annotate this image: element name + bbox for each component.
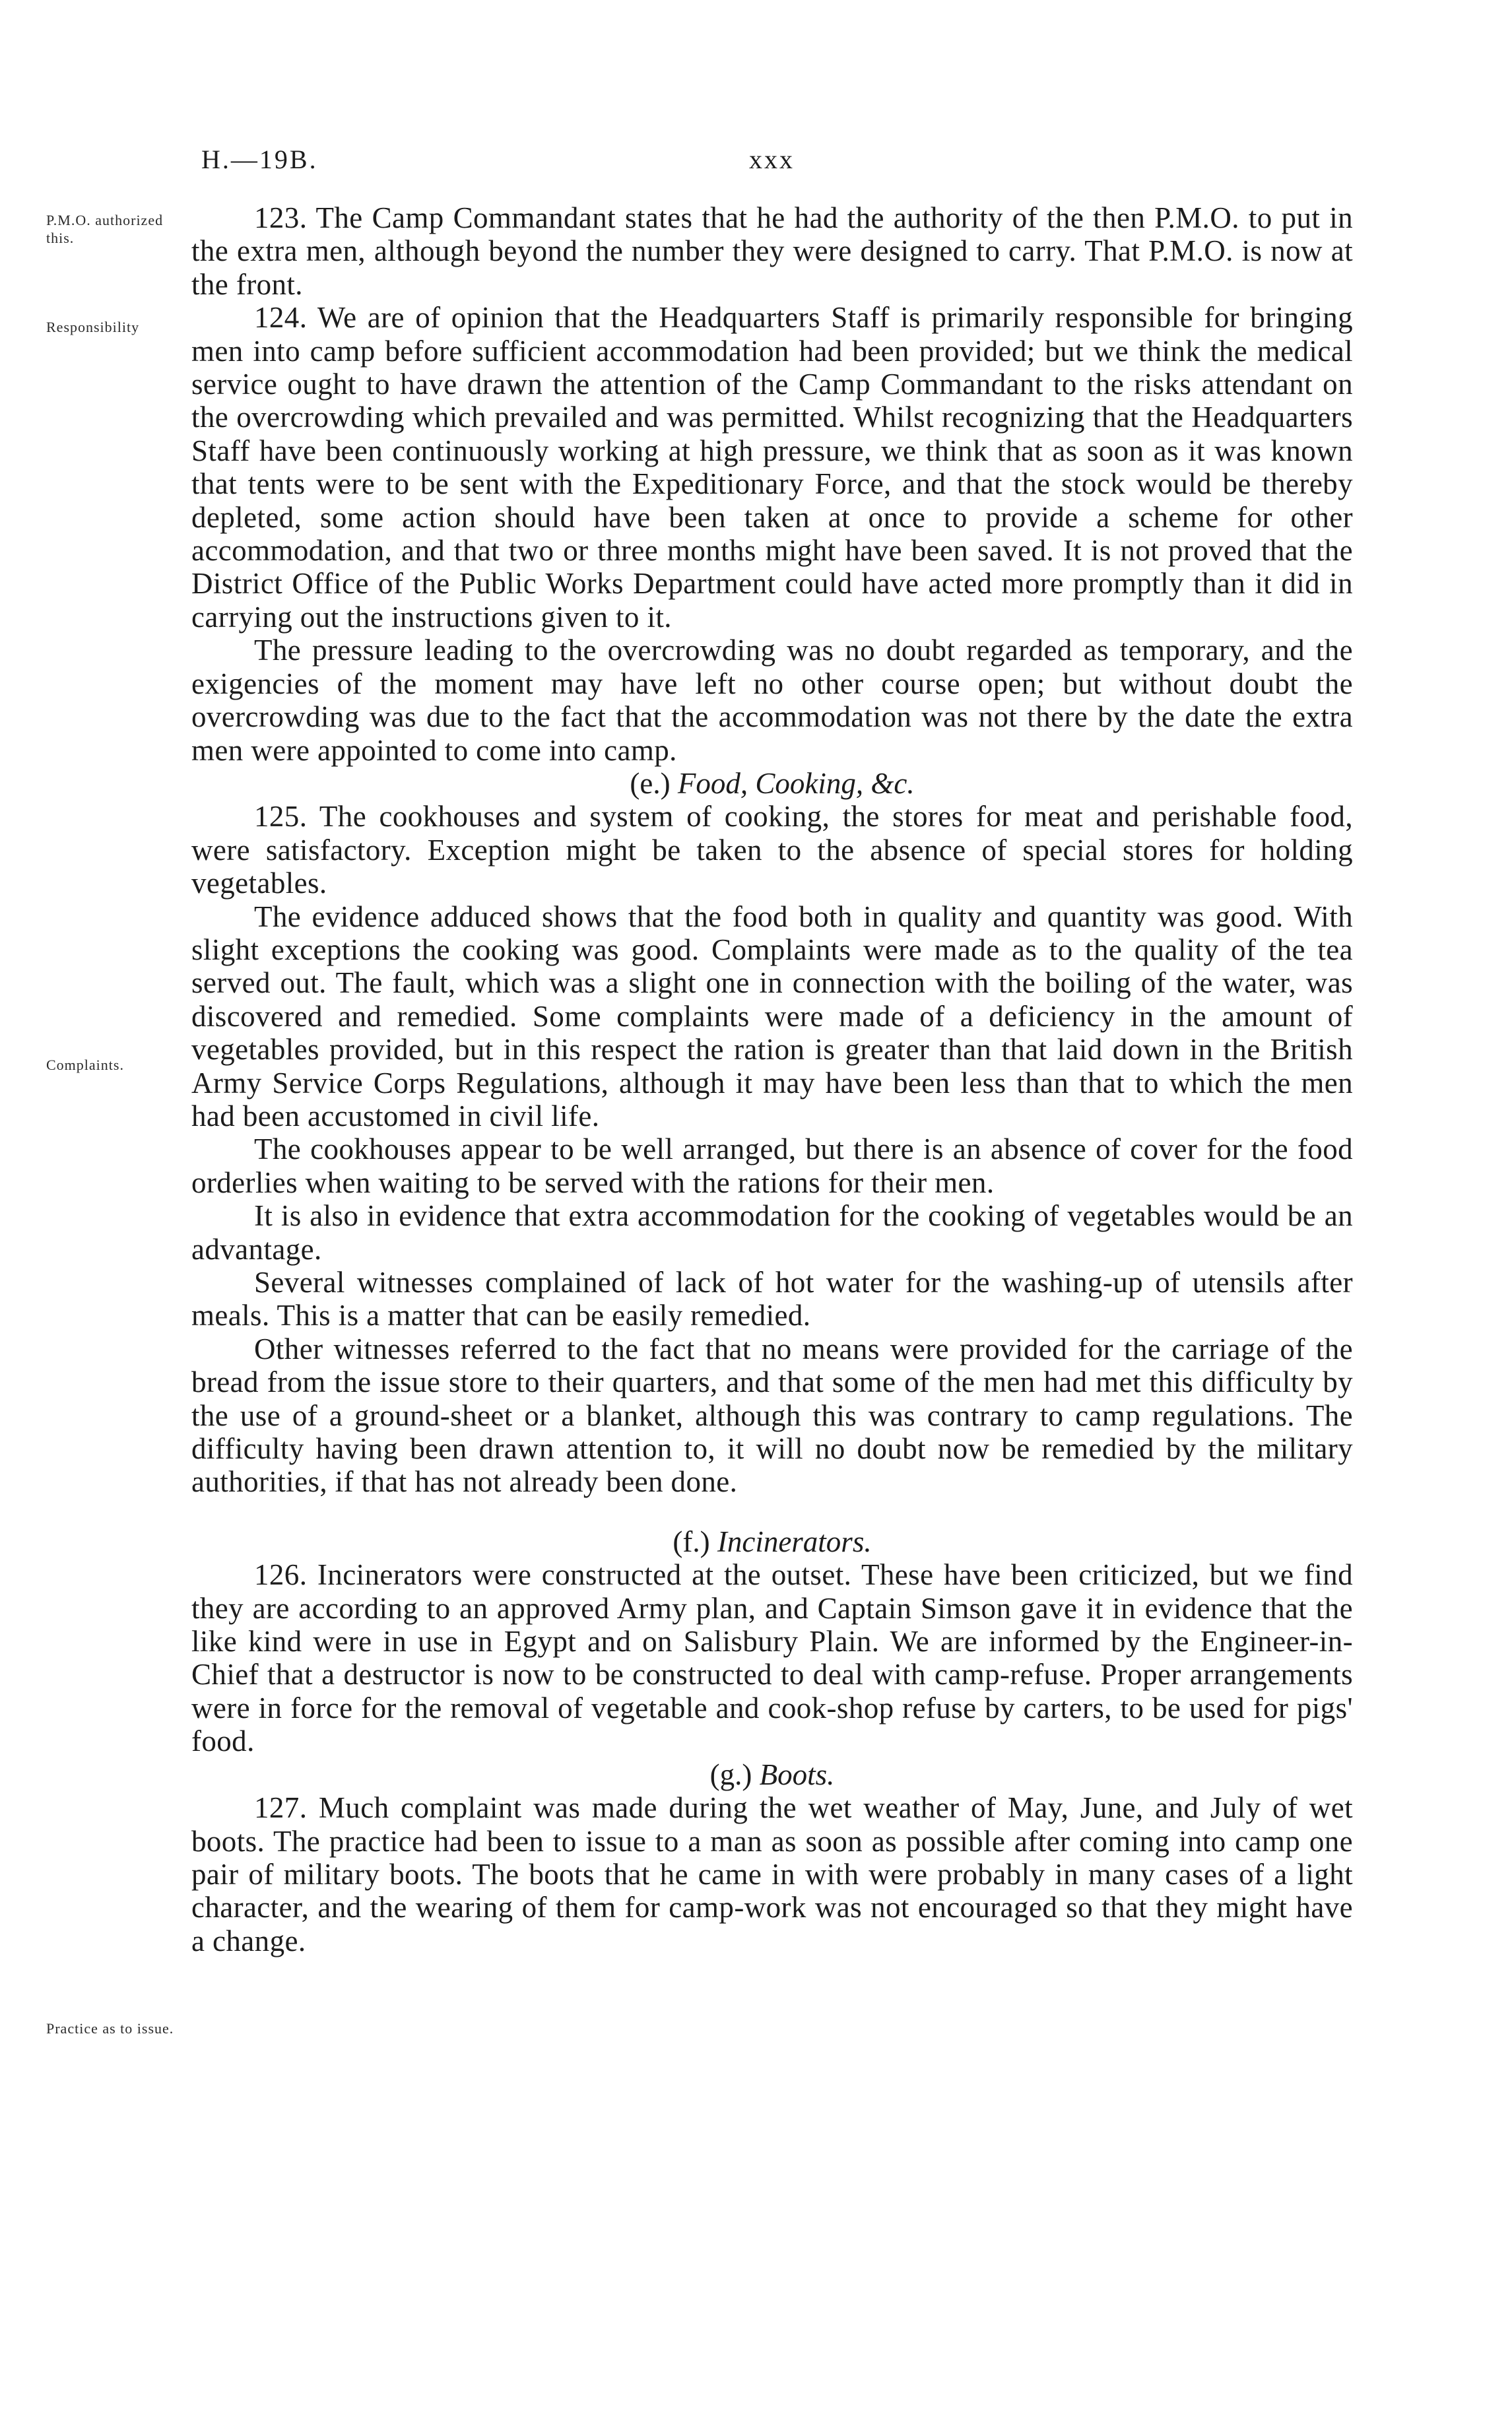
section-title: Boots. [759,1758,835,1791]
paragraph-124: 124. We are of opinion that the Headquarters Staff is primarily responsible for bringing men into camp before sufficient accommodation had been provided; but we think the medical service ought to have drawn the attention of the Camp Commandant to the risks attendant on the overcrowding which prevailed and was permitted. Whilst recognizing that the Headquarters Staff have been continuously working at high pressure, we think that as soon as it was known that tents were to be sent with the Expeditionary Force, and that the stock would be thereby depleted, some action should have been taken at once to provide a scheme for other accommodation, and that two or three months might have been saved. It is not proved that the District Office of the Public Works Department could have acted more promptly than it did in carrying out the instructions given to it. [191,301,1353,634]
section-heading-incinerators [191,1525,1353,1558]
paragraph-125-evidence: The evidence adduced shows that the food both in quality and quantity was good. With slight exceptions the cooking was good. Complaints were made as to the quality of the tea served out. The fault, which was a slight one in connection with the boiling of the water, was discovered and remedied. Some complaints were made of a deficiency in the amount of vegetables provided, but in this respect the ration is greater than that laid down in the British Army Service Corps Regulations, although it may have been less than that to which the men had been accustomed in civil life. [191,900,1353,1133]
margin-note-practice: Practice as to issue. [46,2020,174,2037]
section-label: (e.) [630,766,671,800]
paragraph-125-accommodation: It is also in evidence that extra accommodation for the cooking of vegetables would be an advantage. [191,1199,1353,1266]
spacer [191,1499,1353,1525]
paragraph-125-hot-water: Several witnesses complained of lack of hot water for the washing-up of utensils after meals. This is a matter that can be easily remedied. [191,1266,1353,1332]
paragraph-125-cookhouses: The cookhouses appear to be well arranged, but there is an absence of cover for the food orderlies when waiting to be served with the rations for their men. [191,1133,1353,1199]
paragraph-127: 127. Much complaint was made during the wet weather of May, June, and July of wet boots. The practice had been to issue to a man as soon as possible after coming into camp one pair of military boots. The boots that he came in with were probably in many cases of a light character, and the wearing of them for camp-work was not encouraged so that they might have a change. [191,1791,1353,1957]
section-heading-food [191,767,1353,800]
margin-note-complaints: Complaints. [46,1057,124,1073]
paragraph-126: 126. Incinerators were constructed at the outset. These have been criticized, but we find they are according to an approved Army plan, and Captain Simson gave it in evidence that the like kind were in use in Egypt and on Salisbury Plain. We are informed by the Engineer-in-Chief that a destructor is now to be constructed to deal with camp-refuse. Proper arrangements were in force for the removal of vegetable and cook-shop refuse by carters, to be used for pigs' food. [191,1558,1353,1758]
page-reference: H.—19B. [201,145,318,174]
margin-note-responsibility: Responsibility [46,319,140,335]
section-title: Incinerators. [717,1525,872,1558]
margin-note-pmo: P.M.O. authorized this. [46,212,164,246]
section-title: Food, Cooking, &c. [677,766,915,800]
body-text [191,201,1353,1957]
section-heading-boots [191,1758,1353,1791]
paragraph-124-continued: The pressure leading to the overcrowding was no doubt regarded as temporary, and the exigencies of the moment may have left no other course open; but without doubt the overcrowding was due to the fact that the accommodation was not there by the date the extra men were appointed to come into camp. [191,634,1353,767]
page-number: xxx [749,145,795,174]
section-label: (g.) [709,1758,752,1791]
section-label: (f.) [673,1525,710,1558]
paragraph-123: 123. The Camp Commandant states that he had the authority of the then P.M.O. to put in the extra men, although beyond the number they were designed to carry. That P.M.O. is now at the front. [191,201,1353,301]
paragraph-125: 125. The cookhouses and system of cooking, the stores for meat and perishable food, were satisfactory. Exception might be taken to the absence of special stores for holding vegetables. [191,800,1353,900]
paragraph-125-bread: Other witnesses referred to the fact that no means were provided for the carriage of the bread from the issue store to their quarters, and that some of the men had met this difficulty by the use of a ground-sheet or a blanket, although this was contrary to camp regulations. The difficulty having been drawn attention to, it will no doubt now be remedied by the military authorities, if that has not already been done. [191,1332,1353,1499]
